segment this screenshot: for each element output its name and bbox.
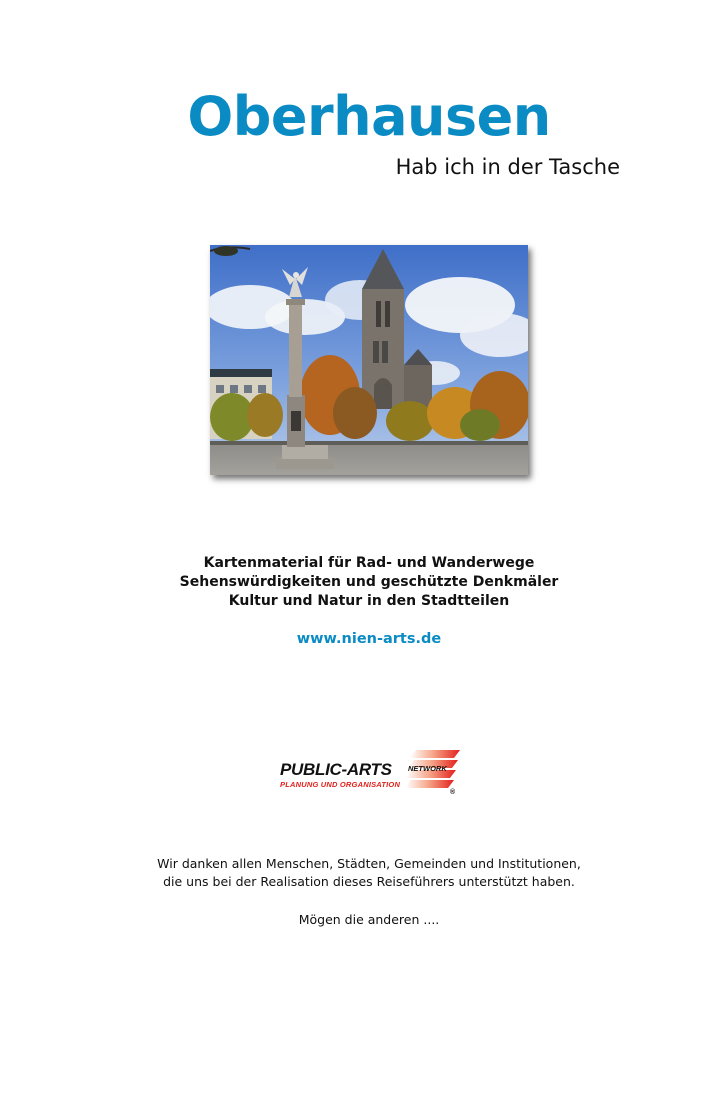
logo-tagline: PLANUNG UND ORGANISATION	[280, 780, 401, 789]
logo-network: NETWORK	[408, 764, 447, 773]
public-arts-logo	[278, 750, 463, 800]
church-and-monument-photo	[210, 245, 528, 475]
acknowledgement	[0, 855, 703, 891]
registered-mark: ®	[450, 789, 456, 796]
website-link[interactable]: www.nien-arts.de	[296, 631, 442, 647]
feature-line-culture: Kultur und Natur in den Stadtteilen	[228, 593, 510, 609]
page-subtitle: Hab ich in der Tasche	[395, 155, 620, 179]
page-title: Oberhausen	[187, 85, 551, 148]
feature-list	[0, 554, 703, 611]
acknowledgement-line: die uns bei der Realisation dieses Reiseführers unterstützt haben.	[163, 874, 575, 889]
logo-name: PUBLIC-ARTS	[280, 760, 392, 779]
feature-line-sights: Sehenswürdigkeiten und geschützte Denkmäler	[179, 574, 559, 590]
feature-line-maps: Kartenmaterial für Rad- und Wanderwege	[203, 555, 535, 571]
closing-line: Mögen die anderen ....	[298, 912, 440, 927]
acknowledgement-line: Wir danken allen Menschen, Städten, Gemeinden und Institutionen,	[157, 856, 581, 871]
